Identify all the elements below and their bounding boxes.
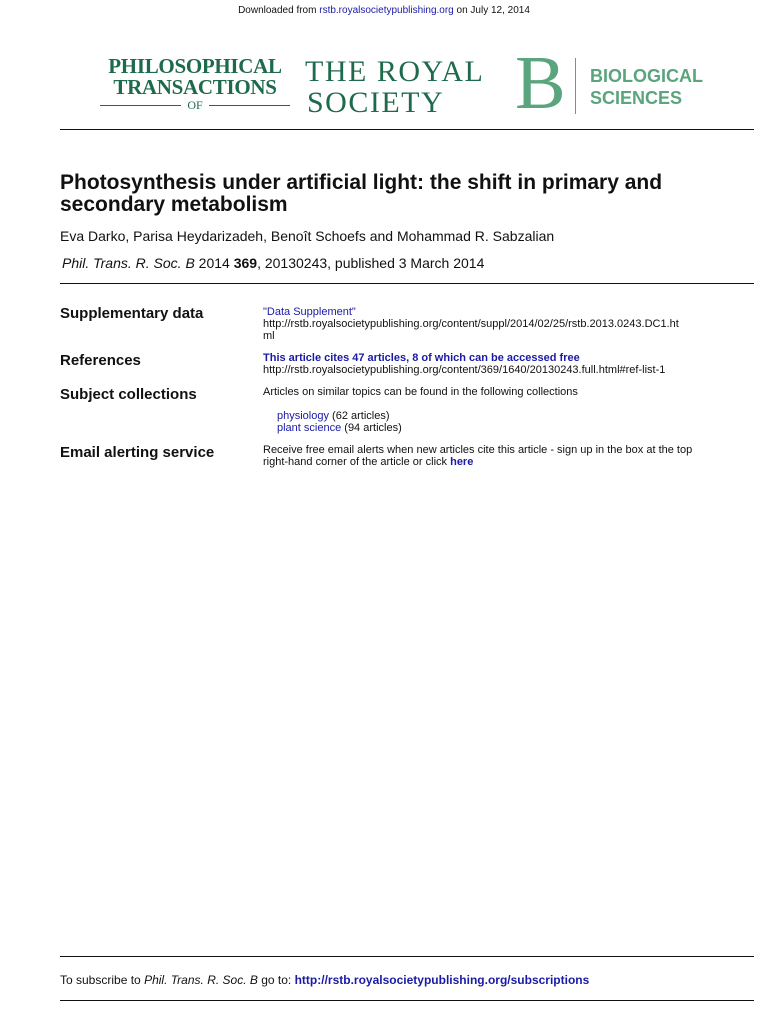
email-alert-line2 <box>263 456 753 468</box>
download-notice <box>0 5 768 16</box>
philosophical-transactions-logo <box>100 56 290 112</box>
email-alert-line1: Receive free email alerts when new articles cite this article - sign up in the box at the top <box>263 444 693 456</box>
b-logo-letter: B <box>515 41 566 125</box>
biological-sciences-label <box>590 65 703 109</box>
journal-masthead <box>100 41 720 125</box>
citation-rest: , 20130243, published 3 March 2014 <box>257 255 485 271</box>
pt-line2: TRANSACTIONS <box>113 75 277 99</box>
pt-rule-left <box>100 105 181 106</box>
download-prefix: Downloaded from <box>238 5 317 16</box>
trs-line2: SOCIETY <box>307 86 445 119</box>
citation-volume: 369 <box>233 255 258 271</box>
collection-link-plant-science[interactable]: plant science <box>277 422 342 434</box>
citation-journal: Phil. Trans. R. Soc. B <box>62 255 195 271</box>
collection-item <box>263 410 753 422</box>
supplementary-content <box>263 306 753 342</box>
article-title: Photosynthesis under artificial light: the shift in primary and secondary metabolism <box>60 171 663 216</box>
collection-link-physiology[interactable]: physiology <box>277 410 329 422</box>
pt-line3 <box>100 98 290 112</box>
citation-divider <box>60 283 754 284</box>
collection-item <box>263 422 753 434</box>
royal-society-logo <box>305 56 484 118</box>
pt-line1: PHILOSOPHICAL <box>108 54 282 78</box>
footer-divider-top <box>60 956 754 957</box>
supplementary-url[interactable]: http://rstb.royalsocietypublishing.org/content/suppl/2014/02/25/rstb.2013.0243.DC1.ht <box>263 318 679 330</box>
collections-intro: Articles on similar topics can be found in the following collections <box>263 386 578 398</box>
references-url[interactable]: http://rstb.royalsocietypublishing.org/content/369/1640/20130243.full.html#ref-list-1 <box>263 364 666 376</box>
collection-count: (62 articles) <box>332 410 390 422</box>
header-divider <box>60 129 754 130</box>
footer-divider-bottom <box>60 1000 754 1001</box>
subject-collections-content <box>263 386 753 434</box>
references-link[interactable]: This article cites 47 articles, 8 of which can be accessed free <box>263 352 580 364</box>
references-label: References <box>60 352 141 369</box>
supplementary-url-cont[interactable]: ml <box>263 330 275 342</box>
citation-year: 2014 <box>198 255 230 271</box>
subscribe-journal: Phil. Trans. R. Soc. B <box>144 973 258 987</box>
subscribe-prefix: To subscribe to <box>60 973 141 987</box>
pt-of: OF <box>187 98 203 112</box>
data-supplement-link[interactable]: "Data Supplement" <box>263 306 356 318</box>
collection-count: (94 articles) <box>344 422 402 434</box>
article-authors: Eva Darko, Parisa Heydarizadeh, Benoît Schoefs and Mohammad R. Sabzalian <box>60 228 555 244</box>
bio-line1: BIOLOGICAL <box>590 66 703 86</box>
pt-rule-right <box>209 105 290 106</box>
article-citation <box>62 255 484 271</box>
supplementary-label: Supplementary data <box>60 305 204 322</box>
subject-collections-label: Subject collections <box>60 386 197 403</box>
download-suffix: on July 12, 2014 <box>456 5 530 16</box>
logo-separator <box>575 58 576 114</box>
email-alert-content <box>263 444 753 468</box>
subscribe-link[interactable]: http://rstb.royalsocietypublishing.org/subscriptions <box>294 973 590 987</box>
subscribe-middle: go to: <box>261 973 292 987</box>
email-alert-line2-text: right-hand corner of the article or click <box>263 456 448 468</box>
download-link[interactable]: rstb.royalsocietypublishing.org <box>319 5 454 16</box>
subscribe-line <box>60 973 589 987</box>
email-alert-label: Email alerting service <box>60 444 215 461</box>
trs-line1: THE ROYAL <box>305 55 485 88</box>
references-content <box>263 352 753 376</box>
email-alert-here-link[interactable]: here <box>450 456 474 468</box>
bio-line2: SCIENCES <box>590 88 683 108</box>
